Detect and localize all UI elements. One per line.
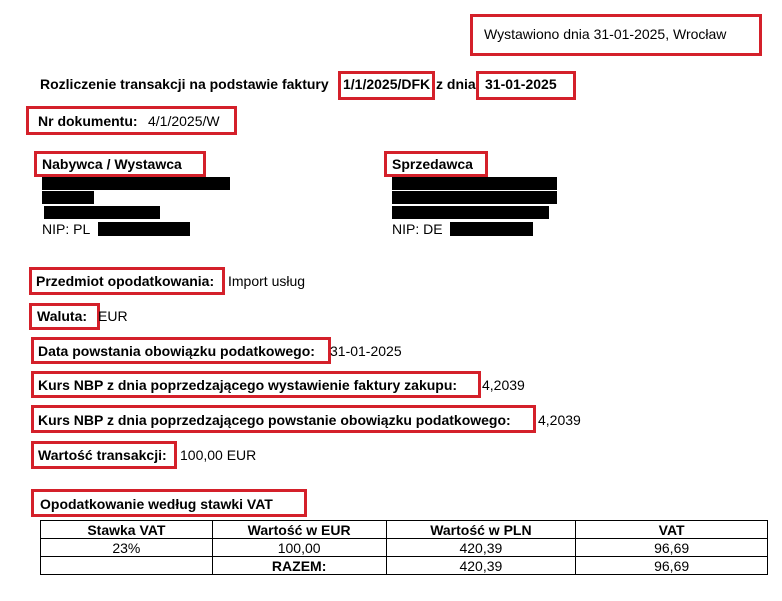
buyer-title: Nabywca / Wystawca xyxy=(42,156,182,172)
header-vat: VAT xyxy=(576,521,768,539)
transaction-value-value: 100,00 EUR xyxy=(180,447,257,463)
vat-table-header-row xyxy=(41,521,768,539)
seller-nip-redaction xyxy=(450,222,533,236)
seller-redaction-3 xyxy=(392,206,549,219)
seller-redaction-1 xyxy=(392,177,557,190)
transaction-value-label: Wartość transakcji: xyxy=(38,447,167,463)
table-row xyxy=(41,539,768,557)
buyer-redaction-3 xyxy=(44,206,160,219)
header-rate: Stawka VAT xyxy=(41,521,213,539)
settlement-prefix: Rozliczenie transakcji na podstawie faktury xyxy=(40,76,329,92)
settlement-middle: z dnia xyxy=(436,76,476,92)
vat-table-total-row xyxy=(41,557,768,575)
rate-invoice-value: 4,2039 xyxy=(482,377,525,393)
subject-label: Przedmiot opodatkowania: xyxy=(36,273,215,289)
tax-date-value: 31-01-2025 xyxy=(330,343,402,359)
cell-eur: 100,00 xyxy=(212,539,386,557)
buyer-nip-label: NIP: PL xyxy=(42,221,91,237)
document-value: 4/1/2025/W xyxy=(148,113,220,129)
rate-tax-label: Kurs NBP z dnia poprzedzającego powstanie obowiązku podatkowego: xyxy=(38,412,511,428)
header-pln: Wartość w PLN xyxy=(386,521,576,539)
cell-total-label: RAZEM: xyxy=(212,557,386,575)
currency-value: EUR xyxy=(98,308,128,324)
vat-section-title: Opodatkowanie według stawki VAT xyxy=(40,496,273,512)
cell-total-vat: 96,69 xyxy=(576,557,768,575)
subject-value: Import usług xyxy=(228,273,306,289)
seller-nip-label: NIP: DE xyxy=(392,221,443,237)
buyer-redaction-2 xyxy=(42,191,94,204)
header-eur: Wartość w EUR xyxy=(212,521,386,539)
tax-date-label: Data powstania obowiązku podatkowego: xyxy=(38,343,315,359)
issued-text: Wystawiono dnia 31-01-2025, Wrocław xyxy=(484,26,727,42)
buyer-redaction-1 xyxy=(42,177,230,190)
document-label: Nr dokumentu: xyxy=(38,113,138,129)
vat-table xyxy=(40,520,768,575)
invoice-number: 1/1/2025/DFK xyxy=(343,76,431,92)
rate-invoice-label: Kurs NBP z dnia poprzedzającego wystawienie faktury zakupu: xyxy=(38,377,458,393)
invoice-date: 31-01-2025 xyxy=(485,76,557,92)
cell-total-empty xyxy=(41,557,213,575)
cell-rate: 23% xyxy=(41,539,213,557)
cell-total-pln: 420,39 xyxy=(386,557,576,575)
currency-label: Waluta: xyxy=(37,308,88,324)
seller-redaction-2 xyxy=(392,191,557,204)
rate-tax-value: 4,2039 xyxy=(538,412,581,428)
cell-pln: 420,39 xyxy=(386,539,576,557)
seller-title: Sprzedawca xyxy=(392,156,473,172)
cell-vat: 96,69 xyxy=(576,539,768,557)
buyer-nip-redaction xyxy=(98,222,190,236)
